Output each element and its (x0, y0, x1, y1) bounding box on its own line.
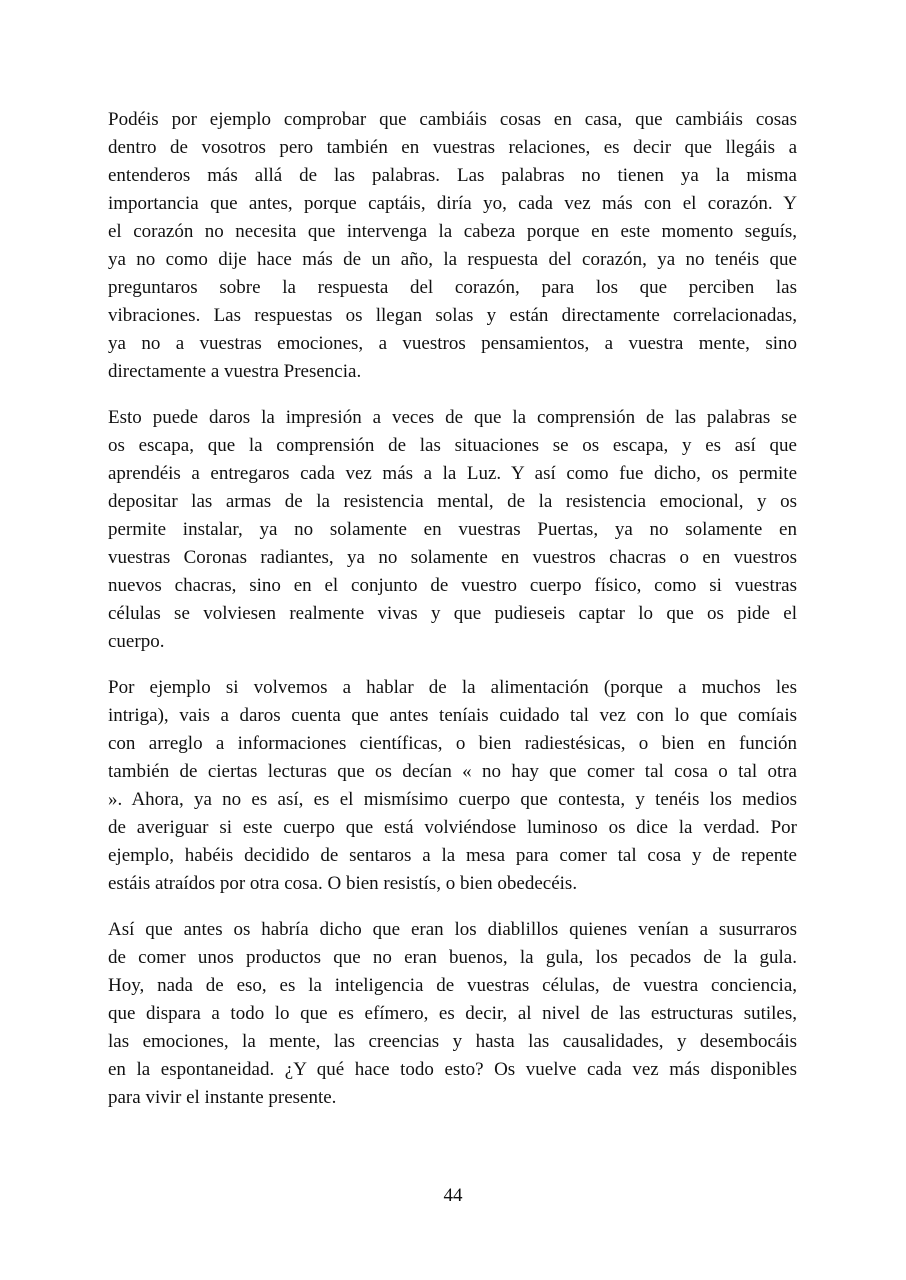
paragraph (108, 674, 797, 898)
text-line: directamente a vuestra Presencia. (108, 361, 362, 382)
text-line: preguntaros sobre la respuesta del corazón, para los que perciben las (108, 277, 797, 298)
page-number: 44 (443, 1185, 463, 1206)
text-line: Por ejemplo si volvemos a hablar de la alimentación (porque a muchos les (108, 677, 797, 698)
text-line: de averiguar si este cuerpo que está volviéndose luminoso os dice la verdad. Por (108, 817, 797, 838)
text-line: Esto puede daros la impresión a veces de que la comprensión de las palabras se (108, 407, 797, 428)
text-line: ». Ahora, ya no es así, es el mismísimo cuerpo que contesta, y tenéis los medios (108, 789, 797, 810)
text-line: intriga), vais a daros cuenta que antes teníais cuidado tal vez con lo que comíais (108, 705, 797, 726)
paragraph (108, 916, 797, 1112)
text-line: que dispara a todo lo que es efímero, es decir, al nivel de las estructuras sutiles, (108, 1003, 797, 1024)
document-body (108, 106, 797, 1130)
text-line: Hoy, nada de eso, es la inteligencia de vuestras células, de vuestra conciencia, (108, 975, 797, 996)
text-line: en la espontaneidad. ¿Y qué hace todo esto? Os vuelve cada vez más disponibles (108, 1059, 797, 1080)
text-line: ya no como dije hace más de un año, la respuesta del corazón, ya no tenéis que (108, 249, 797, 270)
text-line: de comer unos productos que no eran buenos, la gula, los pecados de la gula. (108, 947, 797, 968)
text-line: importancia que antes, porque captáis, diría yo, cada vez más con el corazón. Y (108, 193, 797, 214)
text-line: vibraciones. Las respuestas os llegan solas y están directamente correlacionadas, (108, 305, 797, 326)
text-line: también de ciertas lecturas que os decían « no hay que comer tal cosa o tal otra (108, 761, 797, 782)
text-line: ya no a vuestras emociones, a vuestros pensamientos, a vuestra mente, sino (108, 333, 797, 354)
text-line: las emociones, la mente, las creencias y hasta las causalidades, y desembocáis (108, 1031, 797, 1052)
text-line: con arreglo a informaciones científicas, o bien radiestésicas, o bien en función (108, 733, 797, 754)
text-line: Así que antes os habría dicho que eran los diablillos quienes venían a susurraros (108, 919, 797, 940)
text-line: os escapa, que la comprensión de las situaciones se os escapa, y es así que (108, 435, 797, 456)
text-line: aprendéis a entregaros cada vez más a la Luz. Y así como fue dicho, os permite (108, 463, 797, 484)
text-line: dentro de vosotros pero también en vuestras relaciones, es decir que llegáis a (108, 137, 797, 158)
paragraph (108, 404, 797, 656)
text-line: estáis atraídos por otra cosa. O bien resistís, o bien obedecéis. (108, 873, 578, 894)
text-line: células se volviesen realmente vivas y que pudieseis captar lo que os pide el (108, 603, 797, 624)
text-line: entenderos más allá de las palabras. Las palabras no tienen ya la misma (108, 165, 797, 186)
text-line: cuerpo. (108, 631, 165, 652)
text-line: Podéis por ejemplo comprobar que cambiáis cosas en casa, que cambiáis cosas (108, 109, 797, 130)
paragraph (108, 106, 797, 386)
text-line: para vivir el instante presente. (108, 1087, 337, 1108)
text-line: vuestras Coronas radiantes, ya no solamente en vuestros chacras o en vuestros (108, 547, 797, 568)
text-line: nuevos chacras, sino en el conjunto de vuestro cuerpo físico, como si vuestras (108, 575, 797, 596)
text-line: permite instalar, ya no solamente en vuestras Puertas, ya no solamente en (108, 519, 797, 540)
text-line: ejemplo, habéis decidido de sentaros a la mesa para comer tal cosa y de repente (108, 845, 797, 866)
text-line: depositar las armas de la resistencia mental, de la resistencia emocional, y os (108, 491, 797, 512)
text-line: el corazón no necesita que intervenga la cabeza porque en este momento seguís, (108, 221, 797, 242)
